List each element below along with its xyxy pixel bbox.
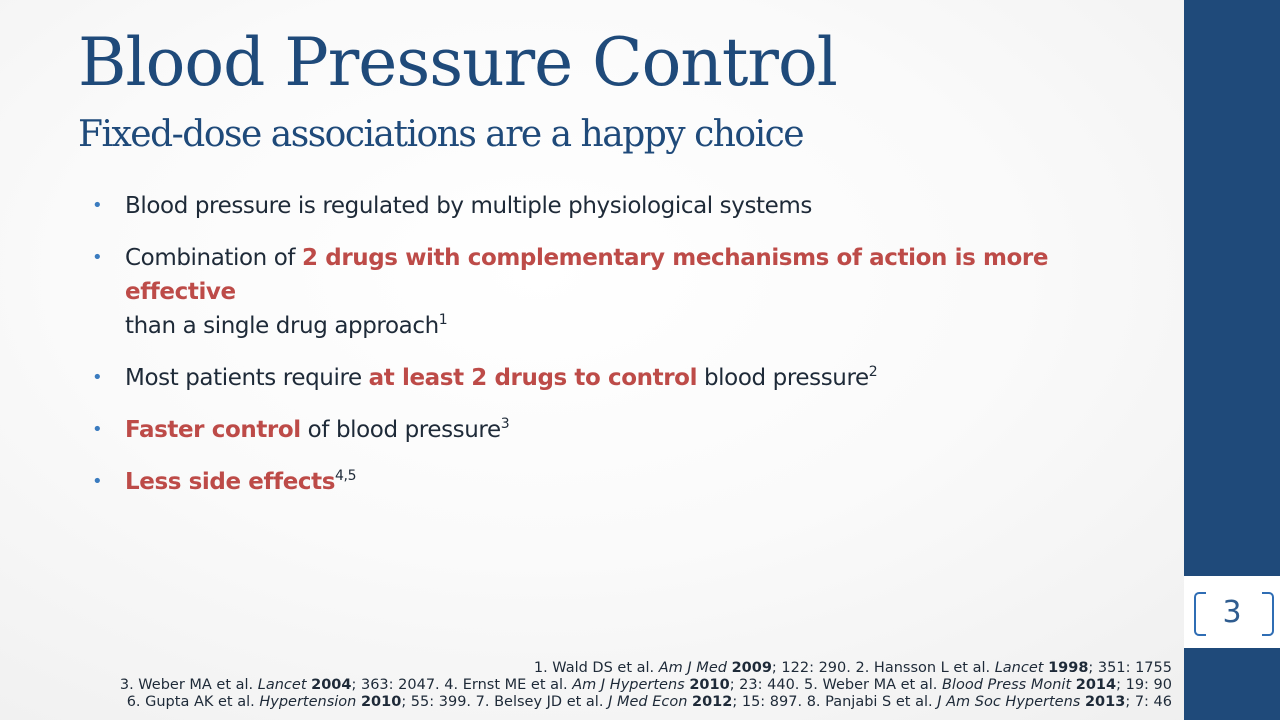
journal-name: Am J Hypertens	[572, 677, 685, 693]
reference-line	[120, 694, 1172, 711]
journal-name: J Med Econ	[608, 694, 688, 710]
publication-year: 2014	[1075, 677, 1117, 693]
publication-year: 2009	[731, 660, 772, 676]
reference-text: ; 55: 399. 7. Belsey JD et al.	[401, 694, 609, 710]
bullet-item	[92, 189, 1152, 223]
reference-line	[120, 677, 1172, 694]
bullet-item	[92, 413, 1152, 447]
publication-year: 2012	[692, 694, 733, 710]
journal-name: Blood Press Monit	[941, 677, 1072, 693]
bullet-item	[92, 361, 1152, 395]
bullet-item	[92, 465, 1152, 499]
reference-line	[120, 660, 1172, 677]
bullet-text: Blood pressure is regulated by multiple physiological systems	[125, 193, 813, 219]
bullet-text: blood pressure	[697, 365, 869, 391]
page-number: 3	[1222, 595, 1242, 630]
bullet-text: Combination of	[125, 245, 303, 271]
bullet-dot-icon: •	[92, 471, 103, 492]
reference-text: 6. Gupta AK et al.	[126, 694, 260, 710]
citation-ref: 2	[868, 364, 878, 380]
journal-name: Am J Med	[658, 660, 727, 676]
reference-text: ; 23: 440. 5. Weber MA et al.	[729, 677, 942, 693]
publication-year: 1998	[1048, 660, 1089, 676]
journal-name: Lancet	[994, 660, 1044, 676]
bullet-dot-icon: •	[92, 247, 103, 268]
bullet-dot-icon: •	[92, 367, 103, 388]
reference-text: ; 351: 1755	[1088, 660, 1172, 676]
reference-text: 3. Weber MA et al.	[119, 677, 258, 693]
reference-text: ; 363: 2047. 4. Ernst ME et al.	[351, 677, 573, 693]
citation-ref: 1	[438, 312, 448, 328]
reference-text: 1. Wald DS et al.	[533, 660, 659, 676]
citation-ref: 4,5	[335, 468, 357, 484]
bullet-dot-icon: •	[92, 195, 103, 216]
reference-text: ; 19: 90	[1116, 677, 1172, 693]
publication-year: 2010	[360, 694, 402, 710]
publication-year: 2010	[689, 677, 730, 693]
journal-name: J Am Soc Hypertens	[937, 694, 1081, 710]
slide-subtitle: Fixed-dose associations are a happy choice	[78, 114, 804, 155]
page-number-badge	[1184, 576, 1280, 648]
journal-name: Hypertension	[259, 694, 357, 710]
reference-text: ; 122: 290. 2. Hansson L et al.	[771, 660, 995, 676]
bullet-list	[92, 189, 1152, 517]
bullet-text: Most patients require	[125, 365, 369, 391]
bullet-text: of blood pressure	[300, 417, 501, 443]
bullet-highlight: 2 drugs with complementary mechanisms of action is more effective	[125, 245, 1049, 305]
reference-text: ; 15: 897. 8. Panjabi S et al.	[732, 694, 938, 710]
bullet-highlight: at least 2 drugs to control	[368, 365, 698, 391]
bullet-dot-icon: •	[92, 419, 103, 440]
reference-text: ; 7: 46	[1125, 694, 1172, 710]
bullet-highlight: Faster control	[125, 417, 301, 443]
publication-year: 2004	[311, 677, 352, 693]
publication-year: 2013	[1084, 694, 1126, 710]
bullet-highlight: Less side effects	[125, 469, 336, 495]
slide-title: Blood Pressure Control	[78, 24, 837, 101]
journal-name: Lancet	[257, 677, 307, 693]
bullet-text: than a single drug approach	[125, 313, 439, 339]
references-block	[120, 660, 1172, 711]
bullet-item	[92, 241, 1152, 343]
citation-ref: 3	[500, 416, 510, 432]
